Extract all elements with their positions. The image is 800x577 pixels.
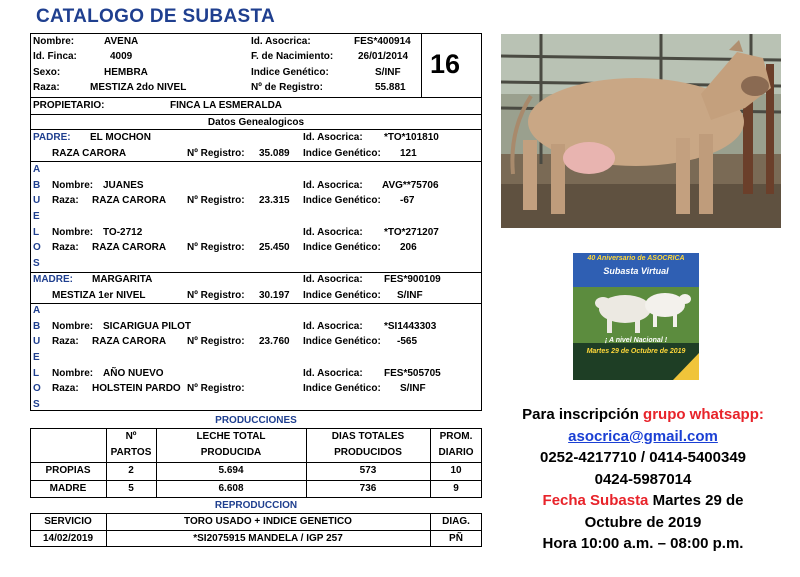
abuelo-genetico-label: Indice Genético: — [303, 195, 381, 206]
row-partos: 5 — [128, 483, 134, 494]
phone-line-2: 0424-5987014 — [594, 470, 692, 488]
abuelo-genetico-label: Indice Genético: — [303, 242, 381, 253]
abuelos-letter: L — [33, 368, 40, 379]
abuelo-m1-raza: RAZA CARORA — [92, 336, 167, 347]
padre-nombre: EL MOCHON — [90, 132, 151, 143]
nacimiento-label: F. de Nacimiento: — [251, 51, 334, 62]
row-dias: 573 — [359, 465, 377, 476]
poster-title: 40 Aniversario de ASOCRICA — [587, 255, 685, 262]
contact-block — [486, 404, 800, 555]
fecha-line-2: Octubre de 2019 — [584, 513, 702, 531]
abuelo-asocrica-label: Id. Asocrica: — [303, 368, 363, 379]
servicio-header: SERVICIO — [44, 516, 92, 527]
diag-value: PÑ — [449, 533, 463, 544]
toro-header: TORO USADO + INDICE GENETICO — [184, 516, 352, 527]
leche-header: PRODUCIDA — [200, 447, 262, 458]
poster-subtitle: Subasta Virtual — [603, 266, 669, 276]
leche-header: LECHE TOTAL — [196, 431, 266, 442]
fecha-line — [486, 490, 800, 512]
abuelo-m1-registro: 23.760 — [259, 336, 290, 347]
sexo-value: HEMBRA — [104, 67, 148, 78]
madre-asocrica: FES*900109 — [384, 274, 441, 285]
dias-header: PRODUCIDOS — [334, 447, 402, 458]
abuelos-letter: U — [33, 195, 41, 206]
abuelo-m2-asocrica: FES*505705 — [384, 368, 441, 379]
madre-genetico: S/INF — [397, 290, 423, 301]
abuelo-m1-genetico: -565 — [397, 336, 418, 347]
inscripcion-prefix: Para inscripción — [522, 406, 644, 423]
sexo-label: Sexo: — [33, 67, 61, 78]
row-prom: 10 — [450, 465, 462, 476]
abuelos-letter: E — [33, 211, 40, 222]
lot-number: 16 — [430, 49, 461, 79]
poster-date: Martes 29 de Octubre de 2019 — [586, 348, 686, 355]
padre-genetico-label: Indice Genético: — [303, 148, 381, 159]
row-leche: 5.694 — [218, 465, 244, 476]
abuelos-letter: B — [33, 180, 41, 191]
abuelos-letter: U — [33, 336, 41, 347]
madre-registro: 30.197 — [259, 290, 290, 301]
madre-registro-label: Nº Registro: — [187, 290, 245, 301]
row-dias: 736 — [359, 483, 377, 494]
row-prom: 9 — [453, 483, 459, 494]
nombre-value: AVENA — [104, 36, 139, 47]
abuelo-m2-nombre: AÑO NUEVO — [103, 368, 164, 379]
abuelo-raza-label: Raza: — [52, 195, 79, 206]
diag-header: DIAG. — [442, 516, 470, 527]
event-poster — [573, 253, 699, 380]
partos-header: Nº — [125, 431, 137, 442]
fecha-rest: Martes 29 de — [648, 492, 744, 509]
hora-line: Hora 10:00 a.m. – 08:00 p.m. — [542, 535, 744, 552]
abuelo-nombre-label: Nombre: — [52, 227, 94, 238]
row-label: PROPIAS — [45, 465, 91, 476]
abuelo-nombre-label: Nombre: — [52, 180, 94, 191]
whatsapp-highlight: grupo whatsapp: — [643, 406, 764, 423]
padre-raza: RAZA CARORA — [52, 148, 127, 159]
asocrica-value: FES*400914 — [354, 36, 411, 47]
abuelo-p1-raza: RAZA CARORA — [92, 195, 167, 206]
propietario-value: FINCA LA ESMERALDA — [170, 100, 283, 111]
abuelo-nombre-label: Nombre: — [52, 321, 94, 332]
genetico-value: S/INF — [375, 67, 401, 78]
inscripcion-line — [486, 404, 800, 426]
abuelos-letter: A — [33, 164, 41, 175]
genetico-label: Indice Genético: — [251, 67, 329, 78]
abuelo-m1-asocrica: *SI1443303 — [384, 321, 437, 332]
catalog-sheet — [30, 33, 482, 549]
padre-genetico: 121 — [400, 148, 417, 159]
madre-raza: MESTIZA 1er NIVEL — [52, 290, 146, 301]
abuelo-p2-asocrica: *TO*271207 — [384, 227, 439, 238]
catalog-title: CATALOGO DE SUBASTA — [36, 6, 275, 27]
toro-value: *SI2075915 MANDELA / IGP 257 — [193, 533, 343, 544]
abuelo-m2-raza: HOLSTEIN PARDO — [92, 383, 181, 394]
madre-asocrica-label: Id. Asocrica: — [303, 274, 363, 285]
abuelos-letter: L — [33, 227, 40, 238]
abuelo-registro-label: Nº Registro: — [187, 336, 245, 347]
abuelo-asocrica-label: Id. Asocrica: — [303, 321, 363, 332]
abuelos-letter: A — [33, 305, 41, 316]
abuelo-p1-registro: 23.315 — [259, 195, 290, 206]
abuelo-genetico-label: Indice Genético: — [303, 383, 381, 394]
padre-asocrica-label: Id. Asocrica: — [303, 132, 363, 143]
raza-label: Raza: — [33, 82, 60, 93]
propietario-label: PROPIETARIO: — [33, 100, 105, 111]
abuelo-m2-genetico: S/INF — [400, 383, 426, 394]
prom-header: PROM. — [439, 431, 473, 442]
nacimiento-value: 26/01/2014 — [358, 51, 409, 62]
abuelo-nombre-label: Nombre: — [52, 368, 94, 379]
asocrica-label: Id. Asocrica: — [251, 36, 311, 47]
abuelo-p1-asocrica: AVG**75706 — [382, 180, 439, 191]
producciones-title: PRODUCCIONES — [215, 415, 297, 426]
abuelos-letter: S — [33, 258, 40, 269]
abuelo-raza-label: Raza: — [52, 242, 79, 253]
partos-header: PARTOS — [110, 447, 152, 458]
prom-header: DIARIO — [438, 447, 474, 458]
padre-label: PADRE: — [33, 132, 71, 143]
padre-registro-label: Nº Registro: — [187, 148, 245, 159]
padre-registro: 35.089 — [259, 148, 290, 159]
registro-value: 55.881 — [375, 82, 406, 93]
abuelos-letter: O — [33, 383, 41, 394]
cow-photo — [501, 34, 781, 228]
phone-line-1: 0252-4217710 / 0414-5400349 — [539, 449, 747, 466]
abuelo-genetico-label: Indice Genético: — [303, 336, 381, 347]
abuelo-registro-label: Nº Registro: — [187, 383, 245, 394]
padre-asocrica: *TO*101810 — [384, 132, 439, 143]
abuelo-raza-label: Raza: — [52, 336, 79, 347]
abuelos-letter: B — [33, 321, 41, 332]
abuelos-letter: E — [33, 352, 40, 363]
registro-label: Nº de Registro: — [251, 82, 323, 93]
madre-genetico-label: Indice Genético: — [303, 290, 381, 301]
dias-header: DIAS TOTALES — [331, 431, 405, 442]
madre-nombre: MARGARITA — [92, 274, 153, 285]
finca-value: 4009 — [110, 51, 133, 62]
poster-tagline: ¡ A nivel Nacional ! — [604, 337, 668, 344]
abuelo-p2-genetico: 206 — [400, 242, 417, 253]
row-leche: 6.608 — [218, 483, 244, 494]
servicio-value: 14/02/2019 — [42, 533, 94, 544]
abuelos-letter: O — [33, 242, 41, 253]
abuelo-registro-label: Nº Registro: — [187, 242, 245, 253]
abuelo-asocrica-label: Id. Asocrica: — [303, 180, 363, 191]
abuelo-p2-nombre: TO-2712 — [103, 227, 143, 238]
abuelo-p1-nombre: JUANES — [103, 180, 144, 191]
reproduccion-title: REPRODUCCION — [214, 500, 298, 511]
row-partos: 2 — [128, 465, 134, 476]
genealogy-title: Datos Genealogicos — [207, 117, 305, 128]
fecha-label: Fecha Subasta — [542, 492, 649, 509]
abuelo-asocrica-label: Id. Asocrica: — [303, 227, 363, 238]
abuelo-p1-genetico: -67 — [400, 195, 415, 206]
finca-label: Id. Finca: — [33, 51, 77, 62]
madre-label: MADRE: — [33, 274, 73, 285]
nombre-label: Nombre: — [33, 36, 75, 47]
abuelo-p2-registro: 25.450 — [259, 242, 290, 253]
email-link[interactable]: asocrica@gmail.com — [568, 427, 718, 445]
abuelo-registro-label: Nº Registro: — [187, 195, 245, 206]
abuelos-letter: S — [33, 399, 40, 410]
abuelo-m1-nombre: SICARIGUA PILOT — [103, 321, 191, 332]
row-label: MADRE — [49, 483, 87, 494]
abuelo-raza-label: Raza: — [52, 383, 79, 394]
raza-value: MESTIZA 2do NIVEL — [90, 82, 187, 93]
abuelo-p2-raza: RAZA CARORA — [92, 242, 167, 253]
